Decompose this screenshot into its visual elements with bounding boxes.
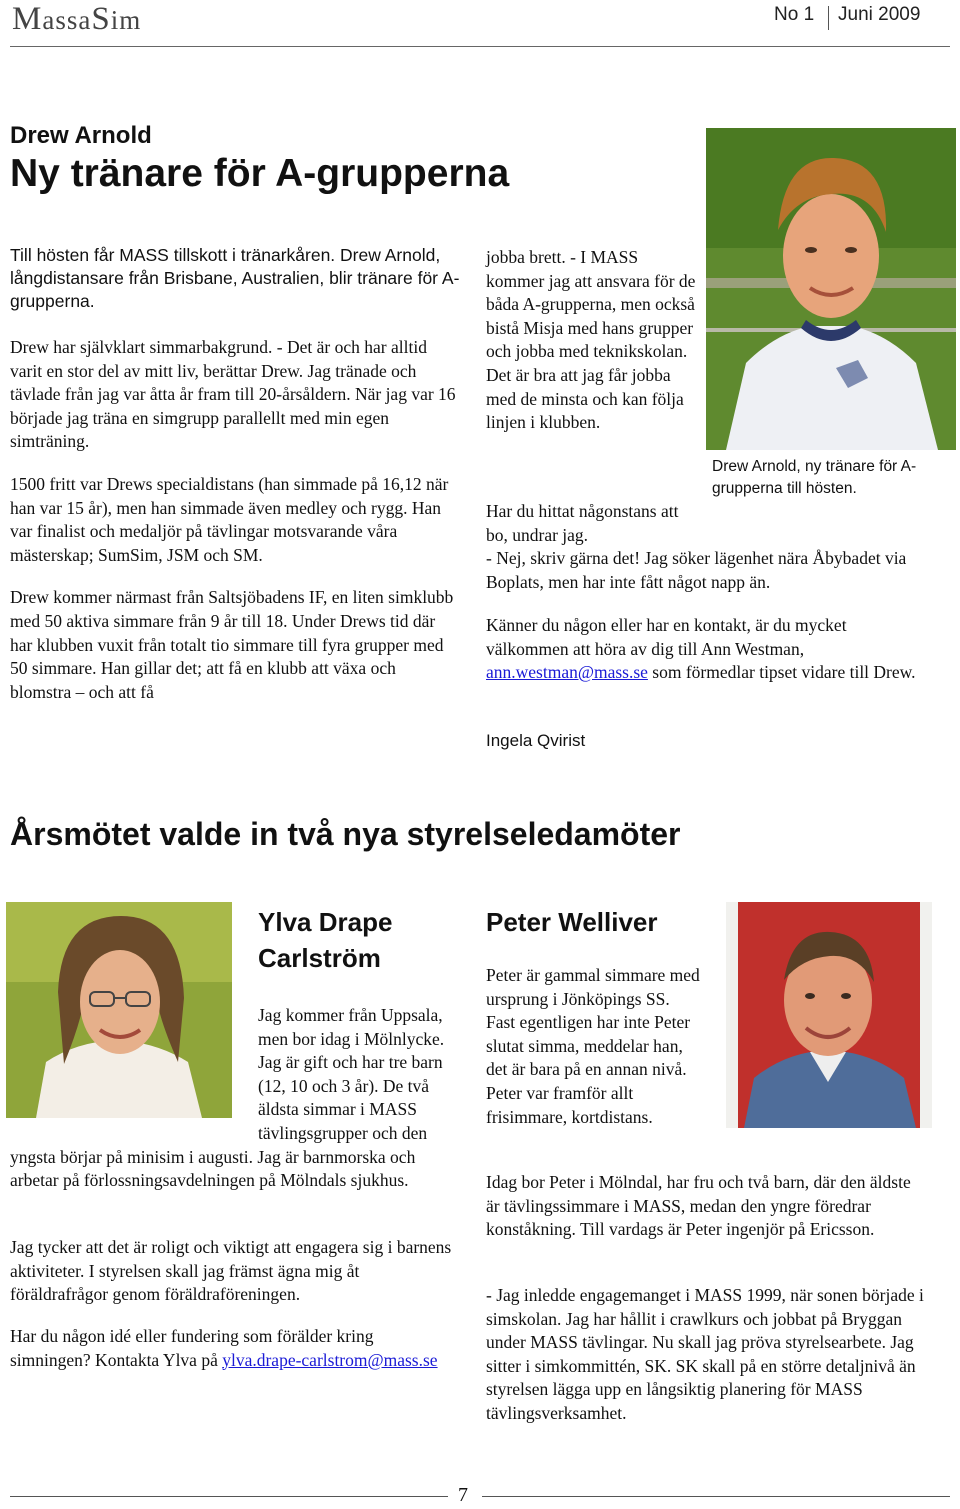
article-question: Har du hittat någonstans att bo, undrar jag. xyxy=(486,501,679,545)
footer-rule-left xyxy=(10,1496,448,1497)
article-author: Ingela Qvirist xyxy=(486,731,586,750)
header-rule xyxy=(10,46,950,47)
logo-letter: M xyxy=(12,1,43,37)
body-paragraph: Drew har självklart simmarbakgrund. - Det är och har alltid varit en stor del av mitt liv, berättar Drew. Jag tränade och tävlade från jag var åtta år fram till 20-årsåldern. När jag var 16 började jag träna en simgrupp parallellt med min egen simträning. xyxy=(10,337,456,452)
article-kicker: Drew Arnold xyxy=(10,122,152,149)
ylva-paragraph-2: Jag tycker att det är roligt och viktigt att engagera sig i barnens aktiviteter. I styrelsen skall jag främst ägna mig åt föräldrafrågor genom föräldraföreningen. xyxy=(10,1237,452,1305)
peter-paragraph-2: Idag bor Peter i Mölndal, har fru och två barn, där den äldste är tävlingssimmare i MASS, medan den yngre föredrar konståkning. Till vardags är Peter ingenjör på Ericsson. xyxy=(486,1172,911,1240)
portrait-illustration xyxy=(726,902,932,1128)
section-headline: Årsmötet valde in två nya styrelseledamöter xyxy=(10,816,681,852)
article-body-left xyxy=(10,336,460,704)
ylva-contact-text: Har du någon idé eller fundering som förälder kring simningen? Kontakta Ylva på xyxy=(10,1326,374,1370)
article-lede: Till hösten får MASS tillskott i tränarkåren. Drew Arnold, långdistansare från Brisbane, Australien, blir tränare för A-grupperna. xyxy=(10,245,460,311)
contact-text: Känner du någon eller har en kontakt, är du mycket välkommen att höra av dig till Ann Westman, xyxy=(486,615,847,659)
article-answer: - Nej, skriv gärna det! Jag söker lägenhet nära Åbybadet via Boplats, men har inte fått något napp än. xyxy=(486,548,907,592)
footer-rule-right xyxy=(482,1496,950,1497)
body-paragraph: Drew kommer närmast från Saltsjöbadens IF, en liten simklubb med 50 aktiva simmare från 9 år till 18. Under Drews tid där har klubben vuxit från totalt tio simmare till fyra grupper med 50 simmare. Han gillar det; att få en klubb att växa och blomstra – och att få xyxy=(10,587,454,702)
body-paragraph: 1500 fritt var Drews specialdistans (han simmade på 16,12 när han var 15 år), men han simmade även medley och rygg. Han var finalist och medaljör på tävlingar motsvarande våra mästerskap; SumSim, JSM och SM. xyxy=(10,473,449,565)
peter-intro-paragraph: Peter är gammal simmare med ursprung i Jönköpings SS. Fast egentligen har inte Peter slutat simma, meddelar han, det är bara på en annan nivå. Peter var framför allt frisimmare, kortdistans. xyxy=(486,965,700,1127)
issue-date: Juni 2009 xyxy=(838,4,921,25)
ylva-paragraph-3 xyxy=(10,1325,450,1372)
drew-arnold-photo xyxy=(706,128,956,450)
photo-caption: Drew Arnold, ny tränare för A-grupperna till hösten. xyxy=(712,458,917,497)
ylva-email-link[interactable]: ylva.drape-carlstrom@mass.se xyxy=(222,1349,438,1370)
peter-photo xyxy=(726,902,932,1128)
ylva-intro-text: Jag kommer från Uppsala, men bor idag i Mölnlycke. Jag är gift och har tre barn (12, 10 och 3 år). De två äldsta simmar i MASS tävlingsgrupper och den yngsta börjar på minisim i augusti. Jag är barnmorska och arbetar på förlossningsavdelningen på Mölndals sjukhus. xyxy=(10,1005,445,1191)
issue-number: No 1 xyxy=(774,4,815,25)
photo-wrap-spacer xyxy=(10,1004,258,1144)
contact-paragraph xyxy=(486,614,926,685)
article-headline: Ny tränare för A-grupperna xyxy=(10,152,510,195)
logo-letter: S xyxy=(91,1,111,37)
ylva-name-heading: Ylva Drape Carlström xyxy=(258,907,393,973)
peter-name-heading: Peter Welliver xyxy=(486,907,658,937)
logo-text: im xyxy=(110,5,142,35)
article-body-right-narrow: jobba brett. - I MASS kommer jag att ansvara för de båda A-grupperna, men också bistå Misja med hans grupper och jobba med teknikskolan. Det är bra att jag får jobba med de minsta och kan följa linjen i klubben. xyxy=(486,247,696,433)
masthead-logo xyxy=(12,1,141,38)
ylva-intro-paragraph xyxy=(10,1004,460,1193)
ann-westman-email-link[interactable]: ann.westman@mass.se xyxy=(486,662,648,683)
issue-divider xyxy=(828,6,829,30)
logo-text: assa xyxy=(42,5,92,35)
contact-text: som förmedlar tipset vidare till Drew. xyxy=(647,662,916,683)
portrait-illustration xyxy=(706,128,956,450)
page-number: 7 xyxy=(458,1484,468,1506)
peter-paragraph-3: - Jag inledde engagemanget i MASS 1999, när sonen började i simskolan. Jag har hållit i crawlkurs och jobbat på Bryggan under MASS tävlingar. Nu skall jag pröva styrelsearbete. Jag sitter i simkommittén, SK. SK skall på en större detaljnivå än styrelsen lägga upp en långsiktig planering för MASS tävlingsverksamhet. xyxy=(486,1285,924,1423)
